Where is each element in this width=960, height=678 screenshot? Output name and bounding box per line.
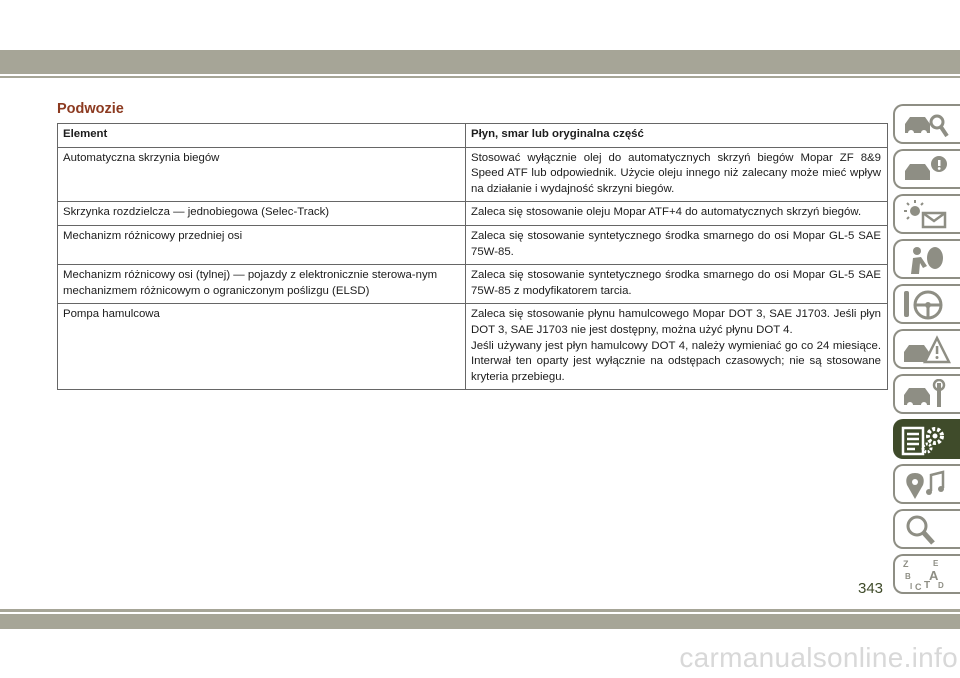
index-letter: I xyxy=(910,582,913,591)
row-element: Pompa hamulcowa xyxy=(58,304,466,390)
row-description: Zaleca się stosowanie oleju Mopar ATF+4 do automatycznych skrzyń biegów. xyxy=(466,202,888,226)
page-number: 343 xyxy=(858,580,884,597)
bottom-decorative-band xyxy=(0,614,960,629)
tab-airbag[interactable] xyxy=(893,239,960,279)
table-header-row xyxy=(58,124,888,148)
index-letter: Z xyxy=(903,559,909,569)
table-row xyxy=(58,202,888,226)
index-letter: D xyxy=(938,581,944,590)
section-title: Podwozie xyxy=(57,101,124,117)
row-description: Zaleca się stosowanie płynu hamulcowego Mopar DOT 3, SAE J1703. Jeśli płyn DOT 3, SAE J1703 nie jest dostępny, można użyć płynu DOT 4. xyxy=(471,308,881,336)
index-letter: C xyxy=(915,582,922,591)
table-row xyxy=(58,225,888,264)
car-wrench-icon xyxy=(901,379,951,411)
top-decorative-band xyxy=(0,50,960,74)
tab-multimedia[interactable] xyxy=(893,464,960,504)
tab-index[interactable] xyxy=(893,554,960,594)
row-description-note: Jeśli używany jest płyn hamulcowy DOT 4, należy wymieniać go co 24 miesiące. Interwał ten oparty jest wyłącznie na odstępach czasowych; nie są stosowane kryteria przebiegu. xyxy=(471,339,881,383)
row-description: Zaleca się stosowanie syntetycznego środka smarnego do osi Mopar GL-5 SAE 75W-85. xyxy=(466,225,888,264)
magnifier-icon xyxy=(901,514,951,546)
index-letter: B xyxy=(905,572,911,581)
table-row xyxy=(58,147,888,202)
index-letter: A xyxy=(929,568,939,583)
row-element: Mechanizm różnicowy osi (tylnej) — pojazdy z elektronicznie sterowa-nym mechanizmem różnicowym o ograniczonym poślizgu (ELSD) xyxy=(58,265,466,304)
alphabet-index-icon xyxy=(901,559,951,591)
specs-gear-icon xyxy=(901,424,951,456)
row-element: Automatyczna skrzynia biegów xyxy=(58,147,466,202)
row-element: Skrzynka rozdzielcza — jednobiegowa (Selec-Track) xyxy=(58,202,466,226)
index-letter: E xyxy=(933,559,939,568)
dashboard-lights-icon xyxy=(901,199,951,231)
car-warning-icon xyxy=(901,334,951,366)
tab-car-search[interactable] xyxy=(893,104,960,144)
index-letter: T xyxy=(924,580,931,591)
car-search-icon xyxy=(901,109,951,141)
tab-car-wrench[interactable] xyxy=(893,374,960,414)
top-divider-line xyxy=(0,76,960,78)
table-row xyxy=(58,265,888,304)
row-element: Mechanizm różnicowy przedniej osi xyxy=(58,225,466,264)
bottom-divider-line xyxy=(0,609,960,612)
row-description-cell xyxy=(466,304,888,390)
airbag-icon xyxy=(901,244,951,276)
fluids-table xyxy=(57,123,888,390)
steering-wheel-icon xyxy=(901,289,951,321)
tab-steering-wheel[interactable] xyxy=(893,284,960,324)
car-info-icon xyxy=(901,154,951,186)
tab-car-warning[interactable] xyxy=(893,329,960,369)
header-fluid: Płyn, smar lub oryginalna część xyxy=(466,124,888,148)
table-row xyxy=(58,304,888,390)
tab-search[interactable] xyxy=(893,509,960,549)
tab-specifications[interactable] xyxy=(893,419,960,459)
tab-car-info[interactable] xyxy=(893,149,960,189)
row-description: Stosować wyłącznie olej do automatycznych skrzyń biegów Mopar ZF 8&9 Speed ATF lub odpowiednik. Użycie oleju innego niż zalecany może mieć wpływ na działanie i wydajność skrzyni biegów. xyxy=(466,147,888,202)
row-description: Zaleca się stosowanie syntetycznego środka smarnego do osi Mopar GL-5 SAE 75W-85 z modyfikatorem tarcia. xyxy=(466,265,888,304)
multimedia-icon xyxy=(901,469,951,501)
watermark: carmanualsonline.info xyxy=(679,642,958,673)
tab-dashboard-lights[interactable] xyxy=(893,194,960,234)
header-element: Element xyxy=(58,124,466,148)
